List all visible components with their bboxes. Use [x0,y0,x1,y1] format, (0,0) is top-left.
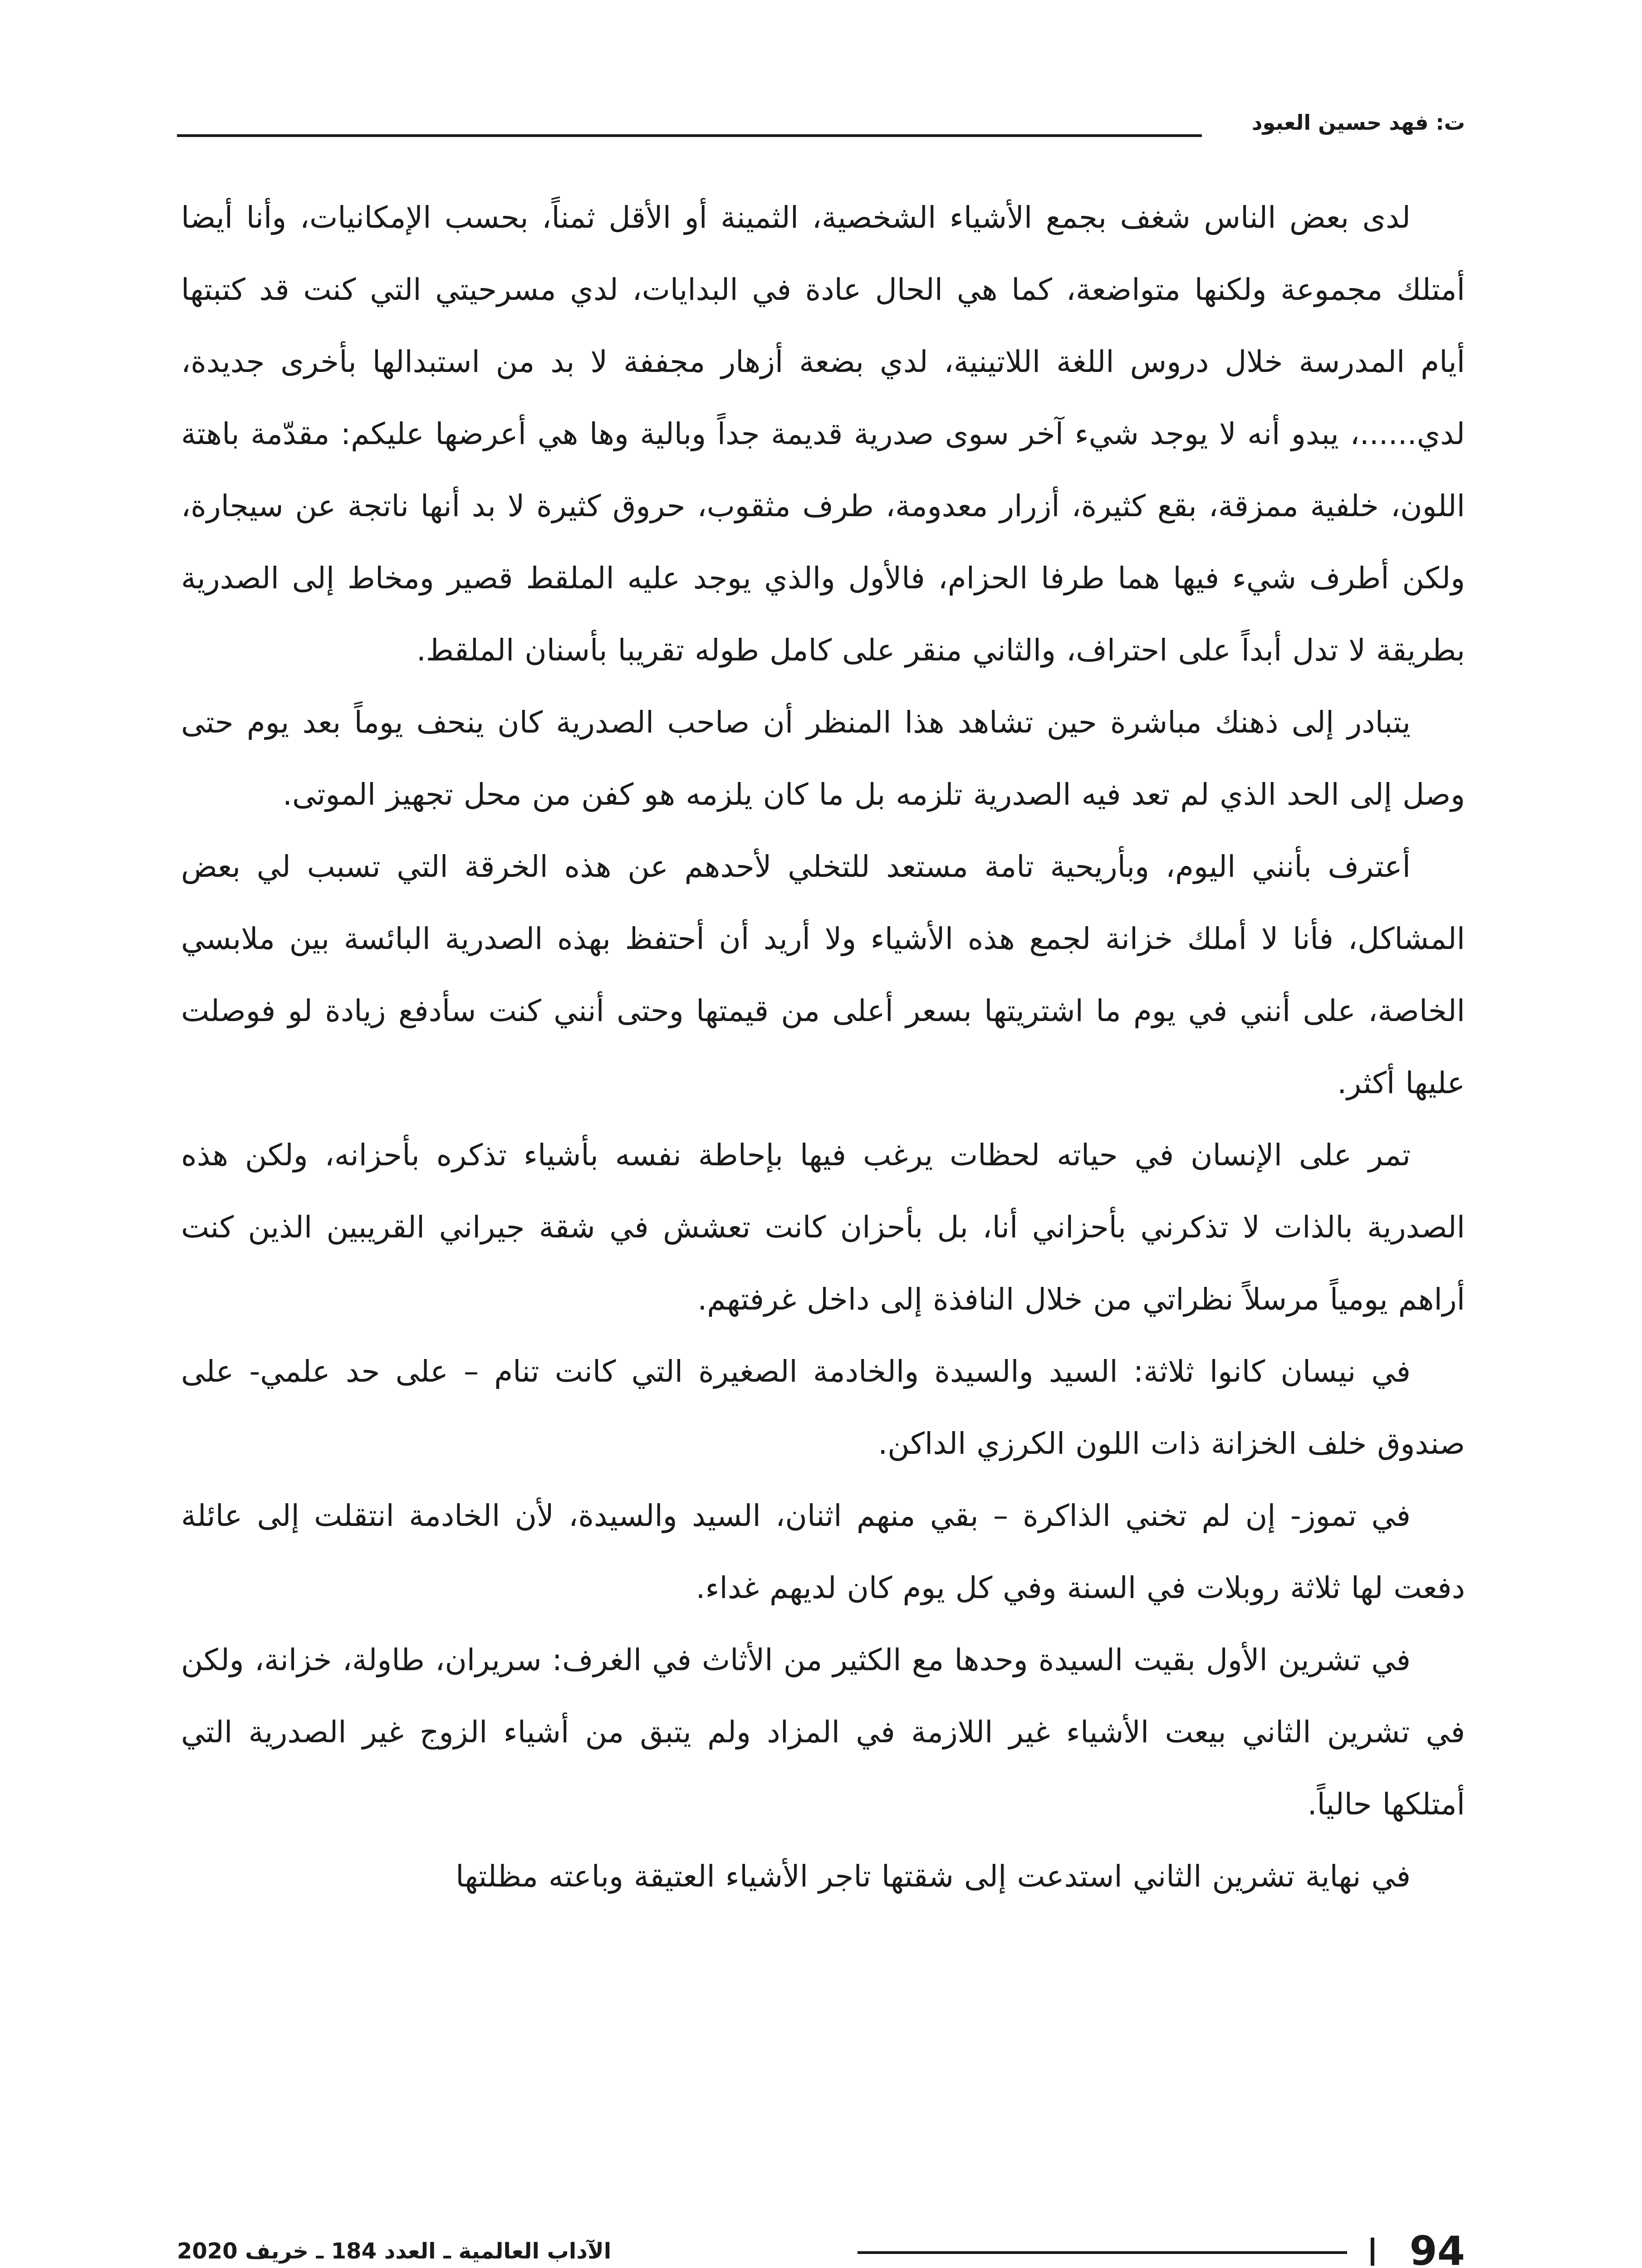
footer-separator [1371,2238,1374,2266]
translator-credit: ت: فهد حسين العبود [1251,110,1465,135]
paragraph: تمر على الإنسان في حياته لحظات يرغب فيها بإحاطة نفسه بأشياء تذكره بأحزانه، ولكن هذه الصدرية بالذات لا تذكرني بأحزاني أنا، بل بأحزان كانت تعشش في شقة جيراني القريبين الذين كنت أراهم يومياً مرسلاً نظراتي من خلال النافذة إلى داخل غرفتهم. [181,1138,1465,1317]
journal-info: الآداب العالمية ـ العدد 184 ـ خريف 2020 [177,2239,612,2264]
page-number: 94 [1409,2228,1465,2268]
article-body [181,181,1465,2186]
page-footer [177,2226,1465,2268]
paragraph: في تشرين الأول بقيت السيدة وحدها مع الكثير من الأثاث في الغرف: سريران، طاولة، خزانة، ولكن في تشرين الثاني بيعت الأشياء غير اللازمة في المزاد ولم يتبق من أشياء الزوج غير الصدرية التي أمتلكها حالياً. [181,1642,1465,1822]
paragraph: أعترف بأنني اليوم، وبأريحية تامة مستعد للتخلي لأحدهم عن هذه الخرقة التي تسبب لي بعض المشاكل، فأنا لا أملك خزانة لجمع هذه الأشياء ولا أريد أن أحتفظ بهذه الصدرية البائسة بين ملابسي الخاصة، على أنني في يوم ما اشتريتها بسعر أعلى من قيمتها وحتى أنني كنت سأدفع زيادة لو فوصلت عليها أكثر. [181,849,1465,1100]
footer-rule [858,2251,1347,2254]
paragraph: في نهاية تشرين الثاني استدعت إلى شقتها تاجر الأشياء العتيقة وباعته مظلتها [456,1859,1411,1894]
paragraph: يتبادر إلى ذهنك مباشرة حين تشاهد هذا المنظر أن صاحب الصدرية كان ينحف يوماً بعد يوم حتى وصل إلى الحد الذي لم تعد فيه الصدرية تلزمه بل ما كان يلزمه هو كفن من محل تجهيز الموتى. [181,705,1465,812]
paragraph: لدى بعض الناس شغف بجمع الأشياء الشخصية، الثمينة أو الأقل ثمناً، بحسب الإمكانيات، وأنا أيضا أمتلك مجموعة ولكنها متواضعة، كما هي الحال عادة في البدايات، لدي مسرحيتي التي كنت قد كتبتها أيام المدرسة خلال دروس اللغة اللاتينية، لدي بضعة أزهار مجففة لا بد من استبدالها بأخرى جديدة، لدي......، يبدو أنه لا يوجد شيء آخر سوى صدرية قديمة جداً وبالية وها هي أعرضها عليكم: مقدّمة باهتة اللون، خلفية ممزقة، بقع كثيرة، أزرار معدومة، طرف مثقوب، حروق كثيرة لا بد أنها ناتجة عن سيجارة، ولكن أطرف شيء فيها هما طرفا الحزام، فالأول والذي يوجد عليه الملقط قصير ومخاط إلى الصدرية بطريقة لا تدل أبداً على احتراف، والثاني منقر على كامل طوله تقريبا بأسنان الملقط. [181,200,1465,668]
paragraph: في نيسان كانوا ثلاثة: السيد والسيدة والخادمة الصغيرة التي كانت تنام – على حد علمي- على صندوق خلف الخزانة ذات اللون الكرزي الداكن. [181,1354,1465,1461]
paragraph: في تموز- إن لم تخني الذاكرة – بقي منهم اثنان، السيد والسيدة، لأن الخادمة انتقلت إلى عائلة دفعت لها ثلاثة روبلات في السنة وفي كل يوم كان لديهم غداء. [181,1498,1465,1605]
page-header [177,104,1465,141]
header-rule [177,134,1202,137]
